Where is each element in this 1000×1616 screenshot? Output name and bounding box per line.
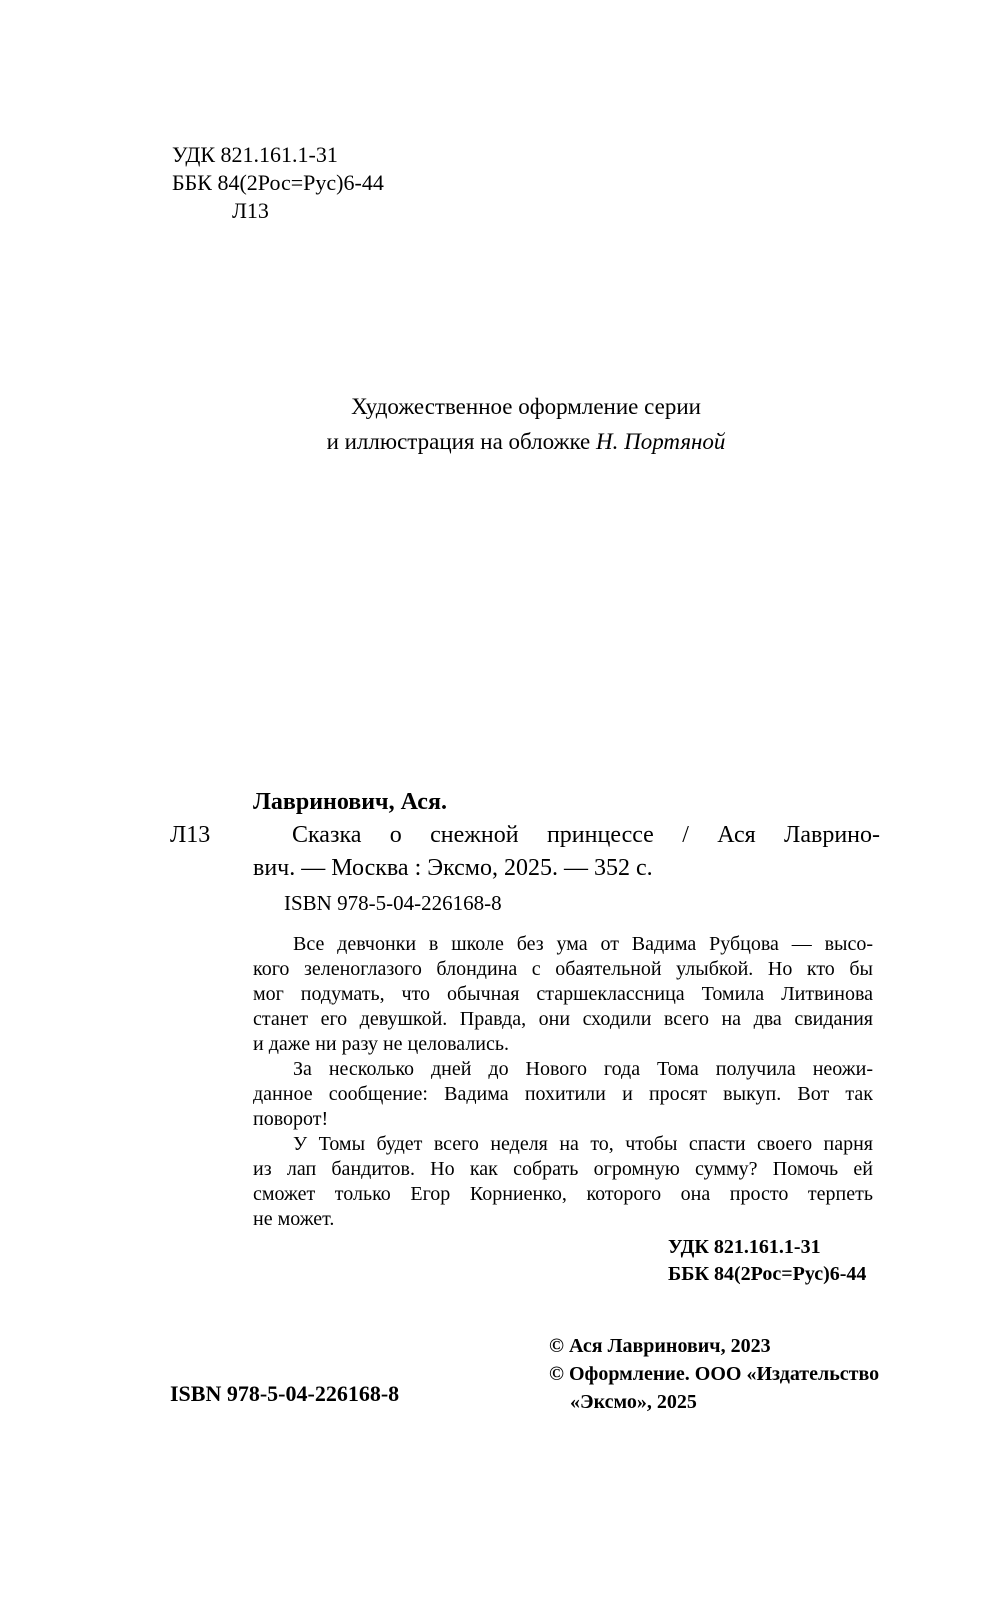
isbn-line: ISBN 978-5-04-226168-8: [284, 891, 502, 915]
annotation-line: не может.: [253, 1208, 335, 1230]
annotation-line: У Томы будет всего неделя на то, чтобы спасти своего парня: [293, 1133, 873, 1155]
annotation-line: Все девчонки в школе без ума от Вадима Рубцова — высо-: [293, 933, 873, 955]
annotation-line: сможет только Егор Корниенко, которого она просто терпеть: [253, 1183, 873, 1205]
bbk-code-bottom: ББК 84(2Рос=Рус)6-44: [668, 1263, 867, 1285]
designer-name: Н. Портяной: [596, 429, 726, 454]
top-classification-codes: [172, 141, 384, 225]
udc-code-top: УДК 821.161.1-31: [172, 142, 338, 167]
copyright-line: «Эксмо», 2025: [570, 1391, 697, 1413]
annotation-line: мог подумать, что обычная старшеклассница Томила Литвинова: [253, 983, 873, 1005]
bbk-code-top: ББК 84(2Рос=Рус)6-44: [172, 170, 384, 195]
card-description-row: [170, 819, 882, 852]
bottom-classification-codes: [668, 1234, 866, 1288]
udc-code-bottom: УДК 821.161.1-31: [668, 1236, 821, 1258]
author-sign-top: Л13: [232, 198, 269, 223]
card-author-heading: Лавринович, Ася.: [253, 789, 447, 815]
catalog-card: [170, 786, 882, 885]
author-sign-card: Л13: [170, 822, 211, 848]
card-description-line: вич. — Москва : Эксмо, 2025. — 352 с.: [253, 855, 653, 881]
design-credit-text: и иллюстрация на обложке: [326, 429, 591, 454]
copyright-block: [549, 1332, 879, 1416]
annotation-line: За несколько дней до Нового года Тома получила неожи-: [293, 1058, 873, 1080]
annotation-line: станет его девушкой. Правда, они сходили всего на два свидания: [253, 1008, 873, 1030]
annotation-line: и даже ни разу не целовались.: [253, 1033, 510, 1055]
copyright-line: © Оформление. ООО «Издательство: [549, 1363, 880, 1385]
design-credit: [170, 389, 882, 459]
annotation-block: [253, 888, 873, 1232]
card-description-line: Сказка о снежной принцессе / Ася Лаврино-: [292, 822, 880, 848]
annotation-line: кого зеленоглазого блондина с обаятельной улыбкой. Но кто бы: [253, 958, 873, 980]
footer-isbn: ISBN 978-5-04-226168-8: [170, 1381, 400, 1406]
design-credit-line1: Художественное оформление серии: [351, 394, 701, 419]
annotation-line: данное сообщение: Вадима похитили и просят выкуп. Вот так: [253, 1083, 873, 1105]
annotation-line: из лап бандитов. Но как собрать огромную сумму? Помочь ей: [253, 1158, 873, 1180]
annotation-line: поворот!: [253, 1108, 329, 1130]
design-credit-line2: [170, 424, 882, 459]
copyright-line: © Ася Лавринович, 2023: [549, 1335, 771, 1357]
